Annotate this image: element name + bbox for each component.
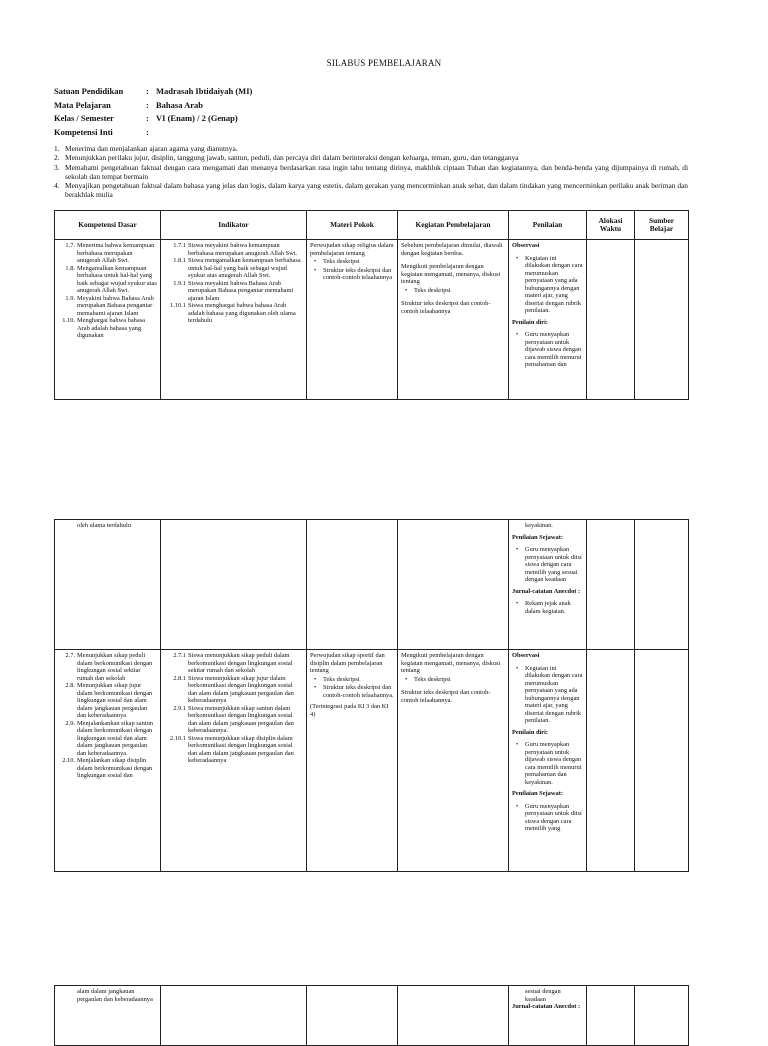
meta-colon: :	[146, 113, 149, 123]
kd-number: 1.9.	[65, 294, 75, 302]
penilaian-bullet	[512, 741, 583, 786]
kd-text: Menjalankan sikap disiplin dalam berkomunikasi dengan lingkungan sosial dan	[77, 757, 153, 779]
penilaian-heading: Penilain diri:	[512, 318, 549, 326]
penilaian-text: Guru menyapkan pernyataan untuk diisi siswa dengan cara memilih yang	[525, 802, 582, 832]
penilaian-heading: Penilaian Sejawat:	[512, 790, 563, 797]
meta-row	[54, 100, 252, 114]
indikator-number: 2.8.1	[173, 674, 186, 682]
indikator-number: 2.7.1	[173, 652, 186, 659]
kegiatan-cell	[398, 520, 509, 650]
penilaian-text: Kegiatan ini dilakukan dengan cara merumuskan pernyataan yang ada hubungannya dengan materi ajar, yang disertai dengan rubrik penilaian.	[525, 254, 583, 314]
materi-bullet	[310, 267, 394, 282]
indikator-item	[164, 280, 303, 303]
header-materi-pokok: Materi Pokok	[307, 211, 398, 240]
indikator-text: Siswa menunjukkan sikap santun dalam berkomunikasi dengan lingkungan sosial dan alam dalam jangkauan pergaulan dan keberadaannya.	[188, 704, 294, 734]
kd-text: Menerima bahwa kemampuan berbahasa merupakan anugerah Allah Swt.	[77, 242, 155, 264]
header-penilaian: Penilaian	[509, 211, 587, 240]
penilaian-heading: Observasi	[512, 652, 540, 659]
kd-number: 1.8.	[65, 264, 75, 272]
indikator-item	[164, 675, 303, 705]
ki-item	[54, 181, 688, 200]
indikator-cell	[161, 650, 307, 872]
indikator-item	[164, 302, 303, 325]
header-kegiatan: Kegiatan Pembelajaran	[398, 211, 509, 240]
meta-value: Madrasah Ibtidaiyah (MI)	[156, 86, 253, 96]
indikator-cell	[161, 986, 307, 1046]
bullet-icon: •	[314, 684, 317, 691]
syllabus-table-1	[54, 210, 689, 400]
kegiatan-text: Struktur teks deskripsi dan contoh-contoh telaahannya	[401, 300, 491, 315]
penilaian-heading: Jurnal-catatan Anecdot :	[512, 1003, 581, 1010]
ki-number: 1.	[54, 144, 60, 153]
bullet-icon: •	[516, 546, 519, 553]
kd-text: Mengamalkan kemampuan berbahasa untuk hal-hal yang baik sebagai wujud syukur atas anugerah Allah Swt.	[77, 264, 157, 294]
penilaian-heading: Penilaian Sejawat:	[512, 533, 563, 541]
meta-row	[54, 127, 252, 141]
alokasi-cell	[587, 650, 635, 872]
header-kompetensi-dasar: Kompetensi Dasar	[55, 211, 161, 240]
bullet-icon: •	[516, 331, 519, 338]
kegiatan-cell	[398, 986, 509, 1046]
penilaian-bullet	[512, 600, 583, 615]
kd-cell	[55, 240, 161, 400]
syllabus-table-2	[54, 519, 689, 872]
bullet-icon: •	[314, 266, 317, 274]
indikator-text: Siswa meyakini bahwa Bahasa Arab merupakan Bahasa pengantar memahami ajaran Islam	[188, 279, 294, 302]
penilaian-bullet	[512, 803, 583, 833]
kegiatan-text: Sebelum pembelajaran dimulai, diawali dengan kegiatan berdoa.	[401, 242, 503, 257]
indikator-cell	[161, 520, 307, 650]
indikator-text: Siswa menunjukkan sikap disiplin dalam berkomunikasi dengan lingkungan sosial dan alam dalam jangkauan pergaulan dan keberadaannya	[188, 734, 294, 764]
meta-label: Mata Pelajaran	[54, 99, 111, 110]
meta-row	[54, 113, 252, 127]
kd-item	[58, 242, 157, 265]
kd-text: Menunjukkan sikap peduli dalam berkomunikasi dengan lingkungan sosial sekitar rumah dan sekolah	[77, 652, 153, 682]
ki-text: Menunjukkan perilaku jujur, disiplin, tanggung jawab, santun, peduli, dan percaya diri dalam berinteraksi dengan keluarga, teman, guru, dan tetangganya	[65, 153, 519, 163]
indikator-text: Siswa menghargai bahwa bahasa Arab adalah bahasa yang digunakan oleh ulama terdahulu	[188, 302, 296, 324]
header-sumber-belajar: Sumber Belajar	[635, 211, 689, 240]
bullet-icon: •	[516, 802, 519, 810]
meta-value: Bahasa Arab	[156, 99, 203, 110]
kd-number: 2.10.	[62, 757, 75, 764]
materi-intro: Perwujudan sikap sportif dan disiplin dalam pembelajaran tentang	[310, 652, 385, 674]
meta-value: VI (Enam) / 2 (Genap)	[156, 113, 238, 123]
kegiatan-bullet-text: Teks deskripsi	[414, 675, 451, 683]
alokasi-cell	[587, 240, 635, 400]
materi-text: Struktur teks deskripsi dan contoh-contoh telaahannya.	[323, 684, 394, 699]
penilaian-bullet	[512, 665, 583, 725]
kd-text: Menjalankankan sikap santun dalam berkomunikasi dengan lingkungan sosial dan alam dalam jangkauan pergaulan dan keberadaannya.	[77, 719, 153, 757]
bullet-icon: •	[405, 286, 408, 294]
meta-colon: :	[146, 99, 149, 110]
penilaian-text: Guru menyapkan pernyataan untuk dijawab siswa dengan cara memilih menurut pemahaman dan keyakinan.	[525, 741, 582, 786]
table-row	[55, 650, 689, 872]
penilaian-bullet	[512, 255, 583, 315]
materi-bullet	[310, 676, 394, 684]
alokasi-cell	[587, 520, 635, 650]
indikator-number: 2.10.1	[170, 734, 186, 742]
kd-text: oleh ulama terdahulu	[77, 522, 131, 529]
kd-cell	[55, 650, 161, 872]
kegiatan-bullet-text: Teks deskripsi	[414, 286, 451, 294]
alokasi-cell	[587, 986, 635, 1046]
kompetensi-inti-list	[54, 144, 688, 200]
indikator-number: 2.9.1	[173, 704, 186, 712]
materi-bullet	[310, 258, 394, 266]
bullet-icon: •	[516, 741, 519, 748]
penilaian-cell	[509, 650, 587, 872]
penilaian-bullet	[512, 331, 583, 369]
penilaian-heading: Observasi	[512, 242, 540, 249]
sumber-cell	[635, 650, 689, 872]
kd-item	[58, 720, 157, 758]
kd-item	[58, 317, 157, 340]
table-row	[55, 240, 689, 400]
header-indikator: Indikator	[161, 211, 307, 240]
indikator-number: 1.10.1	[170, 302, 186, 309]
penilaian-heading: Jurnal-catatan Anecdot :	[512, 587, 581, 595]
indikator-text: Siswa meyakini bahwa kemampuan berbahasa merupakan anugerah Allah Swt.	[188, 242, 298, 257]
kd-number: 1.10.	[62, 317, 75, 324]
penilaian-cell	[509, 240, 587, 400]
table-header-row	[55, 211, 689, 240]
kd-item	[58, 682, 157, 720]
bullet-icon: •	[314, 675, 317, 683]
ki-number: 3.	[54, 162, 60, 172]
kd-text: Menghargai bahwa bahasa Arab adalah bahasa yang digunakan	[77, 317, 146, 339]
penilaian-text: Guru menyapkan pernyataan untuk dijawab siswa dengan cara memilih menurut pemahaman dan	[525, 331, 582, 368]
sumber-cell	[635, 520, 689, 650]
kd-text: Meyakini bahwa Bahasa Arab merupakan Bahasa pengantar memahami ajaran Islam	[77, 294, 154, 317]
indikator-cell	[161, 240, 307, 400]
bullet-icon: •	[405, 675, 408, 683]
kd-number: 1.7.	[65, 242, 75, 249]
table-row	[55, 520, 689, 650]
kegiatan-text: Struktur teks deskripsi dan contoh-contoh telaahannya.	[401, 689, 491, 704]
penilaian-cell	[509, 986, 587, 1046]
syllabus-table-3	[54, 985, 689, 1046]
penilaian-heading: Penilain diri:	[512, 728, 549, 736]
materi-cell	[307, 240, 398, 400]
meta-colon: :	[146, 126, 149, 137]
materi-cell	[307, 650, 398, 872]
kd-text: Menunjukkan sikap jujur dalam berkomunikasi dengan lingkungan sosial dan alam dalam jangkauan pergaulan dan keberadaannya	[77, 682, 153, 719]
kd-number: 2.8.	[65, 682, 75, 689]
table-row	[55, 986, 689, 1046]
ki-number: 4.	[54, 181, 60, 191]
kd-cell	[55, 520, 161, 650]
materi-cell	[307, 520, 398, 650]
indikator-number: 1.9.1	[173, 279, 186, 287]
kegiatan-cell	[398, 650, 509, 872]
indikator-text: Siswa mengamalkan kemampuan berbahasa untuk hal-hal yang baik sebagai wujud syukur atas anugerah Allah Swt.	[188, 257, 301, 279]
meta-colon: :	[146, 86, 149, 96]
penilaian-text: sesuai dengan keadaan	[525, 988, 561, 1003]
indikator-item	[164, 242, 303, 257]
meta-label: Satuan Pendidikan	[54, 86, 124, 96]
indikator-text: Siswa menunjukkan sikap peduli dalam berkomunikasi dengan lingkungan sosial sekitar rumah dan sekolah	[188, 652, 293, 674]
indikator-item	[164, 257, 303, 280]
sumber-cell	[635, 986, 689, 1046]
kd-text: alam dalam jangkauan pergaulan dan keberadaannya	[77, 988, 153, 1003]
ki-text: Menerima dan menjalankan ajaran agama yang dianutnya.	[65, 144, 238, 153]
indikator-item	[164, 735, 303, 765]
materi-cell	[307, 986, 398, 1046]
meta-label: Kompetensi Inti	[54, 126, 113, 137]
identity-block	[54, 86, 252, 140]
penilaian-text: Rekam jejak anak dalam kegiatan.	[525, 600, 571, 615]
penilaian-text: Kegiatan ini dilakukan dengan cara merumuskan pernyataan yang ada hubungannya dengan materi ajar, yang disertai dengan rubrik penilaian.	[525, 664, 583, 724]
ki-text: Menyajikan pengetahuan faktual dalam bahasa yang jelas dan logis, dalam karya yang estetis, dalam gerakan yang mencerminkan anak sehat, dan dalam tindakan yang mencerminkan perilaku anak beriman dan berakhlak mulia	[65, 181, 688, 200]
sumber-cell	[635, 240, 689, 400]
kd-item	[58, 757, 157, 780]
kd-number: 2.9.	[65, 719, 75, 727]
indikator-item	[164, 705, 303, 735]
bullet-icon: •	[516, 664, 519, 672]
materi-intro: Perwujudan sikap religius dalam pembelajaran tentang	[310, 242, 394, 257]
ki-number: 2.	[54, 153, 60, 163]
header-alokasi-waktu: Alokasi Waktu	[587, 211, 635, 240]
ki-item	[54, 144, 688, 153]
ki-item	[54, 163, 688, 182]
meta-label: Kelas / Semester	[54, 113, 114, 123]
materi-text: Struktur teks deskripsi dan contoh-contoh telaahannya	[323, 266, 393, 281]
kegiatan-bullet	[401, 287, 505, 295]
penilaian-text: Guru menyapkan pernyataan untuk diisi siswa dengan cara memilih yang sesuai dengan keadaan	[525, 546, 582, 583]
bullet-icon: •	[516, 600, 519, 607]
ki-text: Memahami pengetahuan faktual dengan cara mengamati dan menanya berdasarkan rasa ingin tahu tentang dirinya, makhluk ciptaan Tuhan dan kegiatannya, dan benda-benda yang dijumpainya di rumah, di sekolah dan tempat bermain	[65, 162, 688, 181]
kd-item	[58, 265, 157, 295]
document-title: SILABUS PEMBELAJARAN	[326, 58, 442, 68]
materi-note: (Terintegrasi pada KI 3 dan KI 4)	[310, 703, 389, 718]
indikator-item	[164, 652, 303, 675]
bullet-icon: •	[314, 258, 317, 265]
penilaian-bullet	[512, 546, 583, 584]
kegiatan-cell	[398, 240, 509, 400]
indikator-number: 1.8.1	[173, 257, 186, 264]
penilaian-cell	[509, 520, 587, 650]
kegiatan-text: Mengikuti pembelajaran dengan kegiatan mengamati, menanya, diskusi tentang	[401, 263, 501, 285]
materi-bullet	[310, 684, 394, 699]
indikator-number: 1.7.1	[173, 242, 186, 249]
penilaian-text: keyakinan.	[525, 522, 553, 529]
kegiatan-bullet	[401, 676, 505, 684]
kegiatan-text: Mengikuti pembelajaran dengan kegiatan mengamati, menanya, diskusi tentang	[401, 652, 501, 674]
meta-row	[54, 86, 252, 100]
materi-text: Teks deskripsi	[323, 675, 360, 683]
materi-text: Teks deskripsi	[323, 258, 360, 265]
ki-item	[54, 153, 688, 162]
kd-item	[58, 295, 157, 318]
bullet-icon: •	[516, 254, 519, 262]
kd-cell	[55, 986, 161, 1046]
indikator-text: Siswa menunjukkan sikap jujur dalam berkomunikasi dengan lingkungan sosial dan alam dalam jangkauan pergaulan dan keberadaannya	[188, 674, 294, 704]
kd-number: 2.7.	[65, 652, 75, 659]
kd-item	[58, 652, 157, 682]
